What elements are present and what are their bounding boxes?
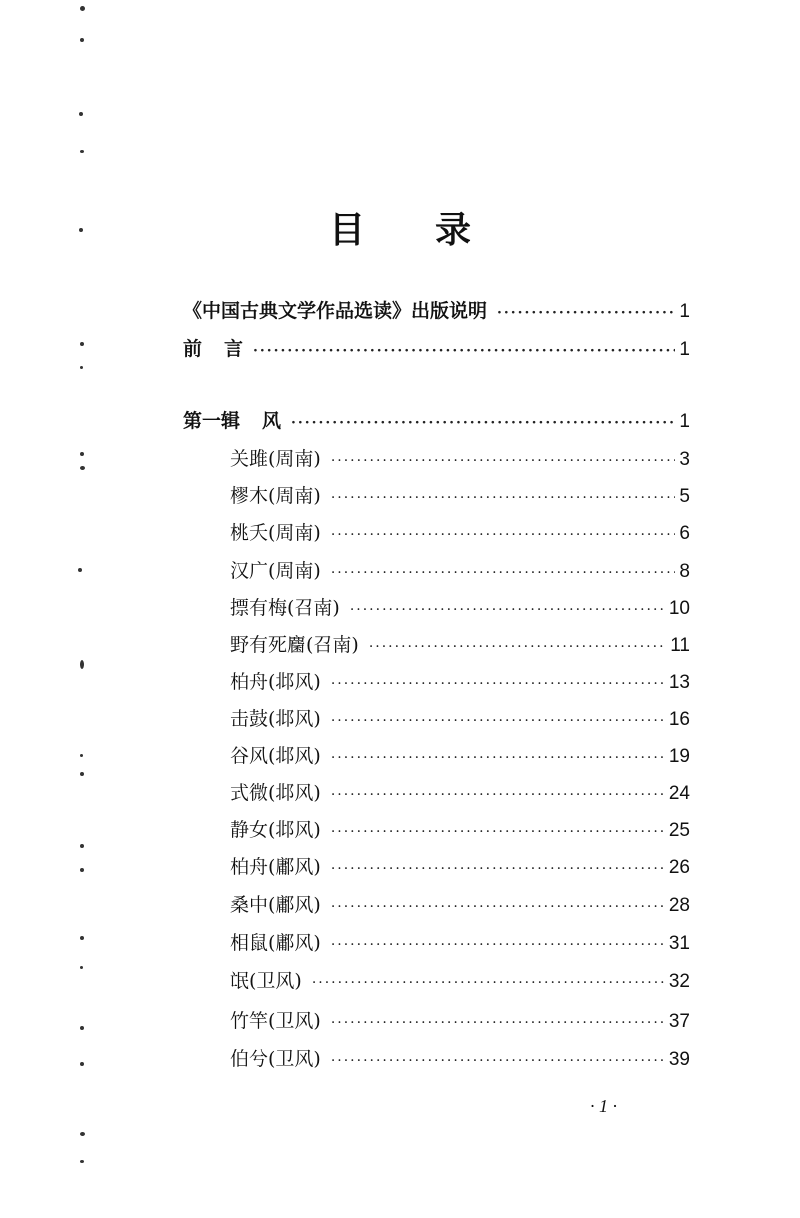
leader-dots: [331, 899, 665, 915]
toc-page-number: 28: [668, 895, 690, 916]
scan-speck: [80, 366, 83, 369]
toc-page-number: 24: [668, 783, 690, 804]
toc-page-number: 8: [679, 561, 690, 582]
leader-dots: [369, 639, 666, 655]
toc-item[interactable]: [230, 741, 690, 773]
scan-speck: [80, 6, 85, 11]
toc-page-number: 3: [679, 449, 690, 470]
scan-speck: [80, 772, 84, 776]
leader-dots: [331, 713, 665, 729]
toc-item-label: 野有死麕(召南): [230, 634, 359, 656]
page-folio: · 1 ·: [590, 1096, 617, 1116]
page-title: [0, 202, 800, 253]
toc-item[interactable]: [230, 667, 690, 699]
toc-item[interactable]: [230, 852, 690, 884]
toc-item-label: 桃夭(周南): [230, 522, 321, 544]
leader-dots: [331, 861, 665, 877]
toc-item-label: 柏舟(邶风): [230, 671, 321, 693]
toc-item[interactable]: [230, 593, 690, 625]
leader-dots: [331, 1015, 665, 1031]
toc-page-number: 31: [668, 933, 690, 954]
toc-item-label: 静女(邶风): [230, 819, 321, 841]
leader-dots: [291, 415, 675, 431]
toc-item[interactable]: [230, 815, 690, 847]
toc-section-label: 第一辑 风: [183, 410, 282, 432]
toc-item[interactable]: [210, 966, 690, 998]
toc-item-label: 桑中(鄘风): [230, 894, 321, 916]
leader-dots: [331, 1053, 665, 1069]
leader-dots: [331, 676, 665, 692]
leader-dots: [331, 565, 676, 581]
toc-item-label: 竹竿(卫风): [230, 1010, 321, 1032]
toc-page-number: 39: [668, 1049, 690, 1070]
toc-item-label: 摽有梅(召南): [230, 597, 340, 619]
toc-item[interactable]: [230, 928, 690, 960]
toc-item[interactable]: [230, 1044, 690, 1076]
scan-speck: [80, 150, 84, 153]
toc-section-feng[interactable]: [183, 406, 690, 438]
scan-speck: [80, 1160, 84, 1163]
toc-item-label: 柏舟(鄘风): [230, 856, 321, 878]
toc-page-number: 1: [679, 411, 690, 432]
toc-item[interactable]: [230, 778, 690, 810]
toc-entry-label: 前 言: [183, 338, 244, 360]
scan-speck: [79, 112, 83, 116]
toc-page-number: 6: [679, 523, 690, 544]
title-char-1: 目: [328, 209, 365, 251]
scan-speck: [80, 844, 84, 848]
toc-item[interactable]: [230, 704, 690, 736]
toc-item-label: 氓(卫风): [230, 970, 302, 992]
scan-speck: [80, 1132, 85, 1136]
toc-page-number: 16: [668, 709, 690, 730]
leader-dots: [331, 453, 676, 469]
toc-item[interactable]: [230, 1006, 690, 1038]
toc-page-number: 11: [670, 635, 690, 656]
title-char-2: 录: [435, 209, 472, 251]
scan-speck: [80, 660, 84, 669]
toc-item-label: 伯兮(卫风): [230, 1048, 321, 1070]
toc-item[interactable]: [230, 556, 690, 588]
scan-speck: [80, 452, 84, 456]
toc-page-number: 37: [668, 1011, 690, 1032]
scan-speck: [80, 936, 84, 940]
toc-page-number: 5: [679, 486, 690, 507]
toc-page-number: 1: [679, 301, 690, 322]
toc-entry-label: 《中国古典文学作品选读》出版说明: [183, 300, 488, 322]
toc-entry-publication-note[interactable]: [183, 296, 690, 328]
leader-dots: [350, 602, 665, 618]
scan-speck: [80, 38, 84, 42]
toc-page-number: 25: [668, 820, 690, 841]
toc-item[interactable]: [230, 444, 690, 476]
scan-speck: [80, 868, 84, 872]
toc-item[interactable]: [230, 630, 690, 662]
scan-speck: [80, 342, 84, 346]
leader-dots: [497, 305, 675, 321]
toc-item-label: 樛木(周南): [230, 485, 321, 507]
scan-speck: [80, 1062, 84, 1066]
toc-page-number: 19: [668, 746, 690, 767]
leader-dots: [331, 527, 676, 543]
toc-item-label: 关雎(周南): [230, 448, 321, 470]
toc-item-label: 相鼠(鄘风): [230, 932, 321, 954]
scan-speck: [80, 1026, 84, 1030]
toc-page-number: 32: [668, 971, 690, 992]
leader-dots: [331, 750, 665, 766]
scan-speck: [79, 228, 83, 232]
scan-speck: [80, 466, 85, 470]
toc-page-number: 26: [668, 857, 690, 878]
toc-page-number: 1: [679, 339, 690, 360]
leader-dots: [331, 787, 665, 803]
scan-speck: [78, 568, 82, 572]
toc-entry-preface[interactable]: [183, 334, 690, 366]
leader-dots: [331, 937, 665, 953]
toc-item[interactable]: [230, 518, 690, 550]
toc-item-label: 击鼓(邶风): [230, 708, 321, 730]
toc-page-number: 13: [668, 672, 690, 693]
scan-speck: [80, 966, 83, 969]
leader-dots: [253, 343, 675, 359]
scan-speck: [80, 754, 83, 757]
toc-item-label: 汉广(周南): [230, 560, 321, 582]
leader-dots: [312, 975, 665, 991]
toc-item-label: 谷风(邶风): [230, 745, 321, 767]
leader-dots: [331, 490, 676, 506]
toc-item[interactable]: [230, 481, 690, 513]
leader-dots: [331, 824, 665, 840]
toc-item-label: 式微(邶风): [230, 782, 321, 804]
toc-item[interactable]: [230, 890, 690, 922]
toc-page-number: 10: [668, 598, 690, 619]
